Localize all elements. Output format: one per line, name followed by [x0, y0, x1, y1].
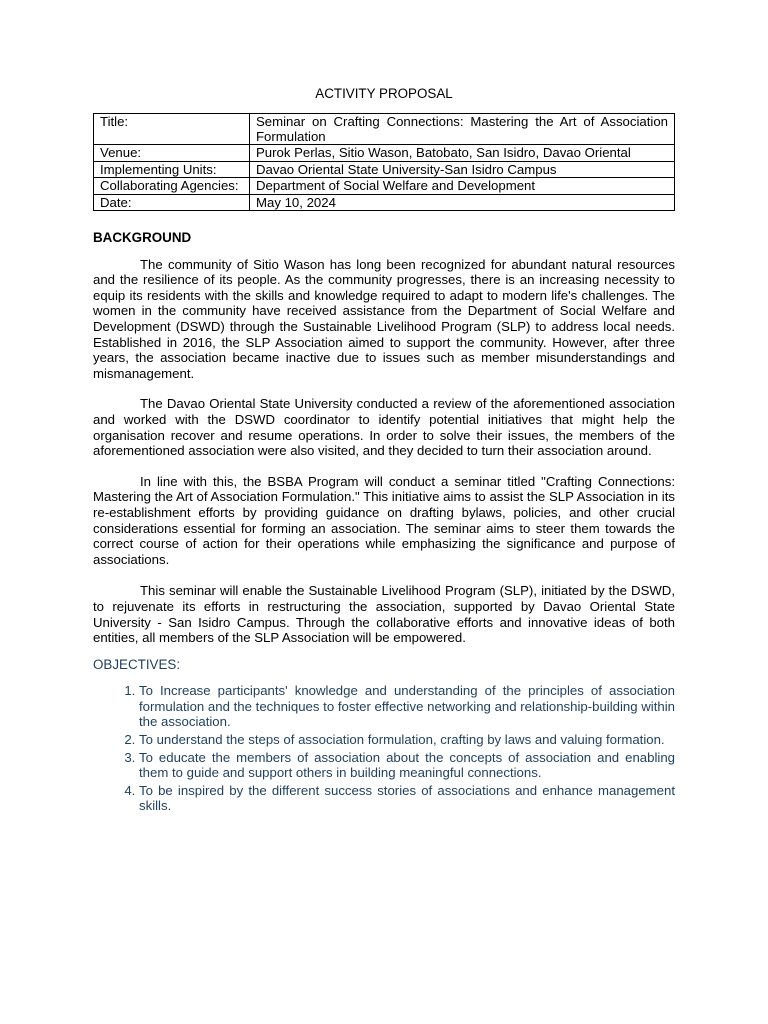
table-row — [94, 113, 675, 145]
row-value: Department of Social Welfare and Development — [250, 178, 675, 194]
list-item: 2. To understand the steps of association formulation, crafting by laws and valuing formation. — [139, 732, 675, 748]
proposal-info-table — [93, 113, 675, 211]
row-value: May 10, 2024 — [250, 194, 675, 210]
background-paragraph: The community of Sitio Wason has long been recognized for abundant natural resources and the resilience of its people. As the community progresses, there is an increasing necessity to equip its residents with the skills and knowledge required to adapt to modern life's challenges. The women in the community have received assistance from the Department of Social Welfare and Development (DSWD) through the Sustainable Livelihood Program (SLP) to address local needs. Established in 2016, the SLP Association aimed to support the community. However, after three years, the association became inactive due to issues such as member misunderstandings and mismanagement. — [93, 256, 675, 381]
row-label: Title: — [94, 113, 250, 145]
background-paragraph: In line with this, the BSBA Program will conduct a seminar titled "Crafting Connections: Mastering the Art of Association Formulation." This initiative aims to assist the SLP Association in its re-establishment efforts by providing guidance on drafting bylaws, policies, and other crucial considerations essential for forming an association. The seminar aims to steer them towards the correct course of action for their operations while emphasizing the significance and purpose of associations. — [93, 473, 675, 567]
background-paragraph: The Davao Oriental State University conducted a review of the aforementioned association and worked with the DSWD coordinator to identify potential initiatives that might help the organisation recover and resume operations. In order to solve their issues, the members of the aforementioned association were also visited, and they decided to turn their association around. — [93, 396, 675, 459]
row-value: Seminar on Crafting Connections: Mastering the Art of Association Formulation — [250, 113, 675, 145]
background-heading: BACKGROUND — [93, 230, 192, 246]
list-item: 4. To be inspired by the different success stories of associations and enhance management skills. — [139, 783, 675, 814]
table-row — [94, 161, 675, 177]
background-paragraph: This seminar will enable the Sustainable Livelihood Program (SLP), initiated by the DSWD, to rejuvenate its efforts in restructuring the association, supported by Davao Oriental State University - San Isidro Campus. Through the collaborative efforts and innovative ideas of both entities, all members of the SLP Association will be empowered. — [93, 583, 675, 646]
list-item: 3. To educate the members of association about the concepts of association and enabling them to guide and support others in building meaningful connections. — [139, 750, 675, 781]
table-row — [94, 145, 675, 161]
row-value: Davao Oriental State University-San Isidro Campus — [250, 161, 675, 177]
document-title: ACTIVITY PROPOSAL — [315, 86, 453, 101]
row-label: Implementing Units: — [94, 161, 250, 177]
row-label: Venue: — [94, 145, 250, 161]
table-row — [94, 178, 675, 194]
list-item: 1. To Increase participants' knowledge and understanding of the principles of association formulation and the techniques to foster effective networking and relationship-building within the association. — [139, 683, 675, 730]
table-row — [94, 194, 675, 210]
row-label: Collaborating Agencies: — [94, 178, 250, 194]
row-value: Purok Perlas, Sitio Wason, Batobato, San Isidro, Davao Oriental — [250, 145, 675, 161]
row-label: Date: — [94, 194, 250, 210]
objectives-list — [93, 683, 675, 814]
objectives-heading: OBJECTIVES: — [93, 656, 181, 672]
document-page — [93, 86, 675, 816]
